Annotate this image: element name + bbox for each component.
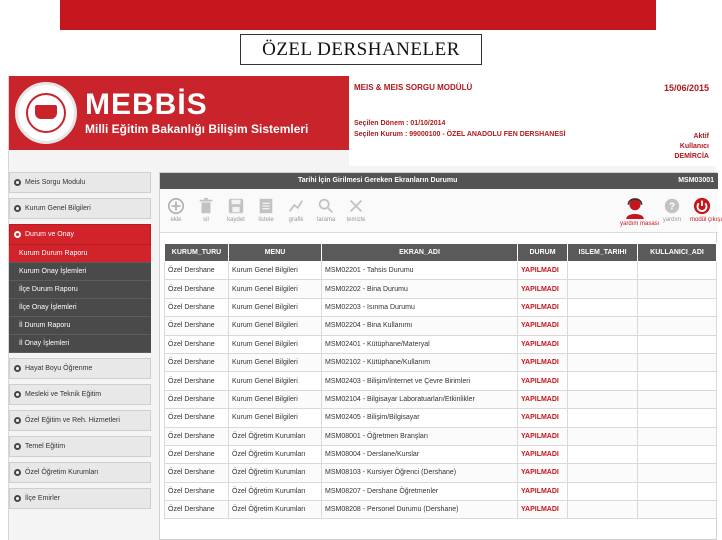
table-row[interactable]	[165, 464, 717, 482]
submenu-item-il-onay[interactable]: İl Onay İşlemleri	[9, 335, 151, 353]
submenu-item-ilce-durum[interactable]: İlçe Durum Raporu	[9, 281, 151, 299]
submenu-item-il-durum[interactable]: İl Durum Raporu	[9, 317, 151, 335]
table-cell: MSM08207 - Dershane Öğretmenler	[322, 482, 518, 500]
table-row[interactable]	[165, 317, 717, 335]
column-header[interactable]: KULLANICI_ADI	[638, 244, 717, 262]
sidebar-item-label: Özel Eğitim ve Reh. Hizmetleri	[25, 417, 120, 424]
table-cell	[638, 317, 717, 335]
table-cell: MSM08103 - Kursiyer Öğrenci (Dershane)	[322, 464, 518, 482]
table-cell: Kurum Genel Bilgileri	[229, 390, 322, 408]
table-row[interactable]	[165, 409, 717, 427]
table-cell: Özel Dershane	[165, 501, 229, 519]
sidebar-item-meis-sorgu[interactable]	[9, 172, 151, 193]
table-cell: Özel Dershane	[165, 464, 229, 482]
table-cell: Özel Dershane	[165, 262, 229, 280]
sidebar-item-label: Hayat Boyu Öğrenme	[25, 365, 93, 372]
table-cell: MSM08004 - Derslane/Kurslar	[322, 445, 518, 463]
status-cell: YAPILMADI	[518, 262, 568, 280]
table-cell	[638, 390, 717, 408]
bullet-icon	[14, 469, 21, 476]
status-cell: YAPILMADI	[518, 427, 568, 445]
slide-title: ÖZEL DERSHANELER	[240, 34, 482, 65]
sidebar-item-hayat-boyu[interactable]	[9, 358, 151, 379]
status-cell: YAPILMADI	[518, 501, 568, 519]
table-cell	[638, 372, 717, 390]
table-cell: MSM02405 - Bilişim/Bilgisayar	[322, 409, 518, 427]
table-cell: Özel Dershane	[165, 427, 229, 445]
table-cell	[568, 427, 638, 445]
table-cell: Kurum Genel Bilgileri	[229, 280, 322, 298]
bullet-icon	[14, 205, 21, 212]
brand-header	[9, 76, 349, 150]
table-row[interactable]	[165, 335, 717, 353]
table-cell	[568, 262, 638, 280]
status-cell: YAPILMADI	[518, 317, 568, 335]
sidebar-item-ozel-ogretim[interactable]	[9, 462, 151, 483]
table-cell	[638, 335, 717, 353]
help-button[interactable]: ? yardım	[660, 197, 684, 223]
table-cell	[568, 335, 638, 353]
table-cell: Kurum Genel Bilgileri	[229, 298, 322, 316]
panel-header	[160, 173, 718, 189]
table-cell: MSM02102 - Kütüphane/Kullanım	[322, 353, 518, 371]
status-cell: YAPILMADI	[518, 353, 568, 371]
table-cell	[638, 464, 717, 482]
table-cell	[638, 427, 717, 445]
add-button[interactable]: ekle	[164, 197, 188, 223]
submenu-item-kurum-onay[interactable]: Kurum Onay İşlemleri	[9, 263, 151, 281]
status-cell: YAPILMADI	[518, 280, 568, 298]
table-cell: Kurum Genel Bilgileri	[229, 262, 322, 280]
table-row[interactable]	[165, 298, 717, 316]
search-button[interactable]: tarama	[314, 197, 338, 223]
sidebar-item-label: Kurum Genel Bilgileri	[25, 205, 91, 212]
table-cell: Özel Dershane	[165, 335, 229, 353]
table-cell: MSM02401 - Kütüphane/Materyal	[322, 335, 518, 353]
status-table	[164, 243, 717, 519]
table-cell: Özel Öğretim Kurumları	[229, 445, 322, 463]
sidebar-item-ilce-emirler[interactable]	[9, 488, 151, 509]
table-body	[165, 262, 717, 519]
table-row[interactable]	[165, 482, 717, 500]
screen-code: MSM03001	[678, 177, 714, 184]
table-cell: Özel Dershane	[165, 482, 229, 500]
sidebar-item-label: Mesleki ve Teknik Eğitim	[25, 391, 102, 398]
table-row[interactable]	[165, 445, 717, 463]
top-accent-bar	[60, 0, 656, 30]
table-cell: Özel Dershane	[165, 372, 229, 390]
chart-button[interactable]: grafik	[284, 197, 308, 223]
table-row[interactable]	[165, 372, 717, 390]
table-cell	[638, 280, 717, 298]
table-cell	[568, 464, 638, 482]
table-cell	[568, 390, 638, 408]
bullet-icon	[14, 179, 21, 186]
plus-circle-icon	[167, 197, 185, 215]
table-row[interactable]	[165, 262, 717, 280]
table-cell: MSM02204 - Bina Kullanımı	[322, 317, 518, 335]
status-cell: YAPILMADI	[518, 409, 568, 427]
table-cell	[638, 482, 717, 500]
search-icon	[317, 197, 335, 215]
table-cell: Özel Dershane	[165, 353, 229, 371]
table-cell	[638, 501, 717, 519]
sidebar-item-ozel-egitim[interactable]	[9, 410, 151, 431]
table-cell: MSM02202 - Bina Durumu	[322, 280, 518, 298]
trash-icon	[197, 197, 215, 215]
table-cell: Özel Dershane	[165, 409, 229, 427]
list-button[interactable]: listele	[254, 197, 278, 223]
column-header[interactable]: DURUM	[518, 244, 568, 262]
table-cell	[568, 317, 638, 335]
submenu-durum-onay	[9, 245, 151, 353]
floppy-disk-icon	[227, 197, 245, 215]
user-status: Aktif	[693, 133, 709, 140]
table-cell: Kurum Genel Bilgileri	[229, 353, 322, 371]
table-cell: MSM08208 - Personel Durumu (Dershane)	[322, 501, 518, 519]
sidebar-item-label: Meis Sorgu Modulu	[25, 179, 86, 186]
table-cell: Kurum Genel Bilgileri	[229, 372, 322, 390]
table-cell: MSM02403 - Bilişim/İnternet ve Çevre Birimleri	[322, 372, 518, 390]
clear-icon	[347, 197, 365, 215]
status-cell: YAPILMADI	[518, 445, 568, 463]
chart-icon	[287, 197, 305, 215]
table-cell	[568, 280, 638, 298]
table-cell: Özel Dershane	[165, 445, 229, 463]
table-cell	[568, 445, 638, 463]
table-cell	[568, 482, 638, 500]
status-cell: YAPILMADI	[518, 482, 568, 500]
clear-button[interactable]: temizle	[344, 197, 368, 223]
table-cell: MSM02201 - Tahsis Durumu	[322, 262, 518, 280]
column-header[interactable]: EKRAN_ADI	[322, 244, 518, 262]
table-row[interactable]	[165, 280, 717, 298]
status-cell: YAPILMADI	[518, 298, 568, 316]
session-info	[349, 76, 717, 166]
table-cell: Özel Öğretim Kurumları	[229, 482, 322, 500]
helpdesk-person-icon	[624, 197, 646, 219]
table-cell: MSM08001 - Öğretmen Branşları	[322, 427, 518, 445]
user-info	[674, 132, 709, 162]
save-button[interactable]: kaydet	[224, 197, 248, 223]
sidebar-item-label: İlçe Emirler	[25, 495, 61, 502]
table-cell: Kurum Genel Bilgileri	[229, 317, 322, 335]
current-date: 15/06/2015	[663, 83, 709, 93]
submenu-item-kurum-durum-raporu[interactable]: Kurum Durum Raporu	[9, 245, 151, 263]
table-cell: Kurum Genel Bilgileri	[229, 335, 322, 353]
toolbar	[160, 189, 722, 233]
table-cell: Özel Öğretim Kurumları	[229, 464, 322, 482]
bullet-icon	[14, 365, 21, 372]
table-cell: Özel Dershane	[165, 317, 229, 335]
sidebar-item-mesleki-teknik[interactable]	[9, 384, 151, 405]
table-cell: Özel Dershane	[165, 390, 229, 408]
app-name: MEBBİS	[85, 88, 208, 121]
table-header-row	[165, 244, 717, 262]
status-cell: YAPILMADI	[518, 390, 568, 408]
user-name[interactable]: DEMİRCİA	[674, 153, 709, 160]
sidebar-item-label: Özel Öğretim Kurumları	[25, 469, 99, 476]
table-cell	[638, 298, 717, 316]
main-panel	[159, 172, 722, 540]
table-cell: Kurum Genel Bilgileri	[229, 409, 322, 427]
table-cell	[638, 353, 717, 371]
bullet-icon	[14, 231, 21, 238]
table-cell: MSM02104 - Bilgisayar Laboratuarları/Etkinlikler	[322, 390, 518, 408]
helpdesk-button[interactable]: yardım masası	[620, 197, 650, 227]
table-cell	[568, 409, 638, 427]
table-cell	[568, 353, 638, 371]
bullet-icon	[14, 417, 21, 424]
table-cell: Özel Öğretim Kurumları	[229, 501, 322, 519]
list-icon	[257, 197, 275, 215]
table-cell	[568, 298, 638, 316]
table-row[interactable]	[165, 353, 717, 371]
bullet-icon	[14, 391, 21, 398]
table-cell	[568, 372, 638, 390]
bullet-icon	[14, 495, 21, 502]
sidebar-item-label: Temel Eğitim	[25, 443, 66, 450]
table-cell	[568, 501, 638, 519]
status-cell: YAPILMADI	[518, 372, 568, 390]
user-label: Kullanıcı	[679, 143, 709, 150]
table-row[interactable]	[165, 501, 717, 519]
column-header[interactable]: MENU	[229, 244, 322, 262]
app-subtitle: Milli Eğitim Bakanlığı Bilişim Sistemleri	[85, 122, 309, 136]
sidebar-item-label: Durum ve Onay	[25, 231, 75, 238]
table-cell	[638, 445, 717, 463]
submenu-item-ilce-onay[interactable]: İlçe Onay İşlemleri	[9, 299, 151, 317]
delete-button[interactable]: sil	[194, 197, 218, 223]
app-screenshot	[8, 76, 722, 540]
selected-institution: Seçilen Kurum : 99000100 - ÖZEL ANADOLU FEN DERSHANESİ	[354, 131, 566, 138]
svg-text:?: ?	[668, 201, 676, 213]
module-name: MEIS & MEIS SORGU MODÜLÜ	[354, 83, 473, 92]
status-cell: YAPILMADI	[518, 335, 568, 353]
table-cell: Özel Dershane	[165, 280, 229, 298]
ministry-emblem-icon	[15, 82, 77, 144]
table-cell: Özel Dershane	[165, 298, 229, 316]
column-header[interactable]: ISLEM_TARIHI	[568, 244, 638, 262]
table-cell: MSM02203 - Isınma Durumu	[322, 298, 518, 316]
panel-title: Tarihi İçin Girilmesi Gereken Ekranların Durumu	[298, 177, 458, 184]
table-cell	[638, 262, 717, 280]
sidebar-item-durum-onay[interactable]	[9, 224, 151, 245]
table-cell: Özel Öğretim Kurumları	[229, 427, 322, 445]
power-icon	[693, 197, 711, 215]
status-cell: YAPILMADI	[518, 464, 568, 482]
sidebar-menu	[9, 172, 151, 514]
bullet-icon	[14, 443, 21, 450]
help-icon	[663, 197, 681, 215]
sidebar-item-temel-egitim[interactable]	[9, 436, 151, 457]
table-row[interactable]	[165, 427, 717, 445]
column-header[interactable]: KURUM_TURU	[165, 244, 229, 262]
selected-period: Seçilen Dönem : 01/10/2014	[354, 120, 446, 127]
sidebar-item-kurum-genel[interactable]	[9, 198, 151, 219]
table-row[interactable]	[165, 390, 717, 408]
table-cell	[638, 409, 717, 427]
module-exit-button[interactable]: modül çıkışı	[690, 197, 714, 223]
